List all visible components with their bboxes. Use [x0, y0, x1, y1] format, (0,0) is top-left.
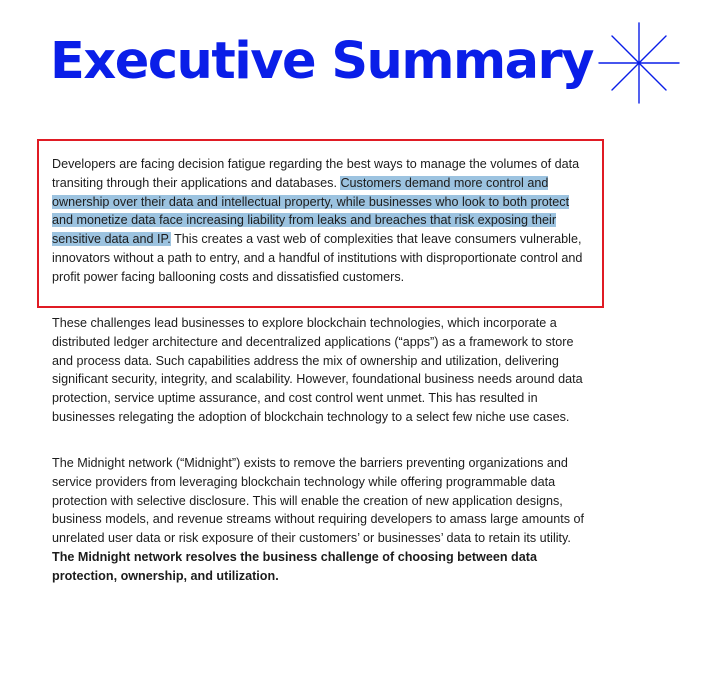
paragraph-3-text: The Midnight network (“Midnight”) exists to remove the barriers preventing organizations and service providers from leveraging blockchain technology while offering programmable data protection with selective disclosure. This will enable the creation of new application designs, business models, and revenue streams without requiring developers to amass large amounts of unrelated user data or risk exposure of their customers’ or businesses’ data to retain its utility. [52, 456, 585, 546]
paragraph-1-text: Developers are facing decision fatigue regarding the best ways to manage the volumes of data transiting through their applications and databases. [52, 157, 580, 190]
page-title: Executive Summary [50, 32, 593, 91]
paragraph-1-text-after: This creates a vast web of complexities that leave consumers vulnerable, innovators without a path to entry, and a handful of institutions with disproportionate control and profit power facing ballooning costs and dissatisfied customers. [52, 232, 583, 284]
asterisk-star-icon [598, 22, 680, 104]
paragraph-3-bold-text: The Midnight network resolves the business challenge of choosing between data protection, ownership, and utilization. [52, 549, 537, 583]
paragraph-3[interactable] [52, 454, 592, 586]
paragraph-1[interactable] [52, 155, 592, 287]
highlighted-text[interactable]: Customers demand more control and ownership over their data and intellectual property, while businesses who look to both protect and monetize data face increasing liability from leaks and breaches that risk exposing their sensitive data and IP. [52, 175, 570, 247]
paragraph-2[interactable]: These challenges lead businesses to explore blockchain technologies, which incorporate a distributed ledger architecture and decentralized applications (“apps”) as a framework to store and process data. Such capabilities address the mix of ownership and utilization, delivering significant security, integrity, and scalability. However, foundational business needs around data protection, service uptime assurance, and cost control went unmet. This has resulted in businesses relegating the adoption of blockchain technology to a select few niche use cases. [52, 316, 583, 424]
